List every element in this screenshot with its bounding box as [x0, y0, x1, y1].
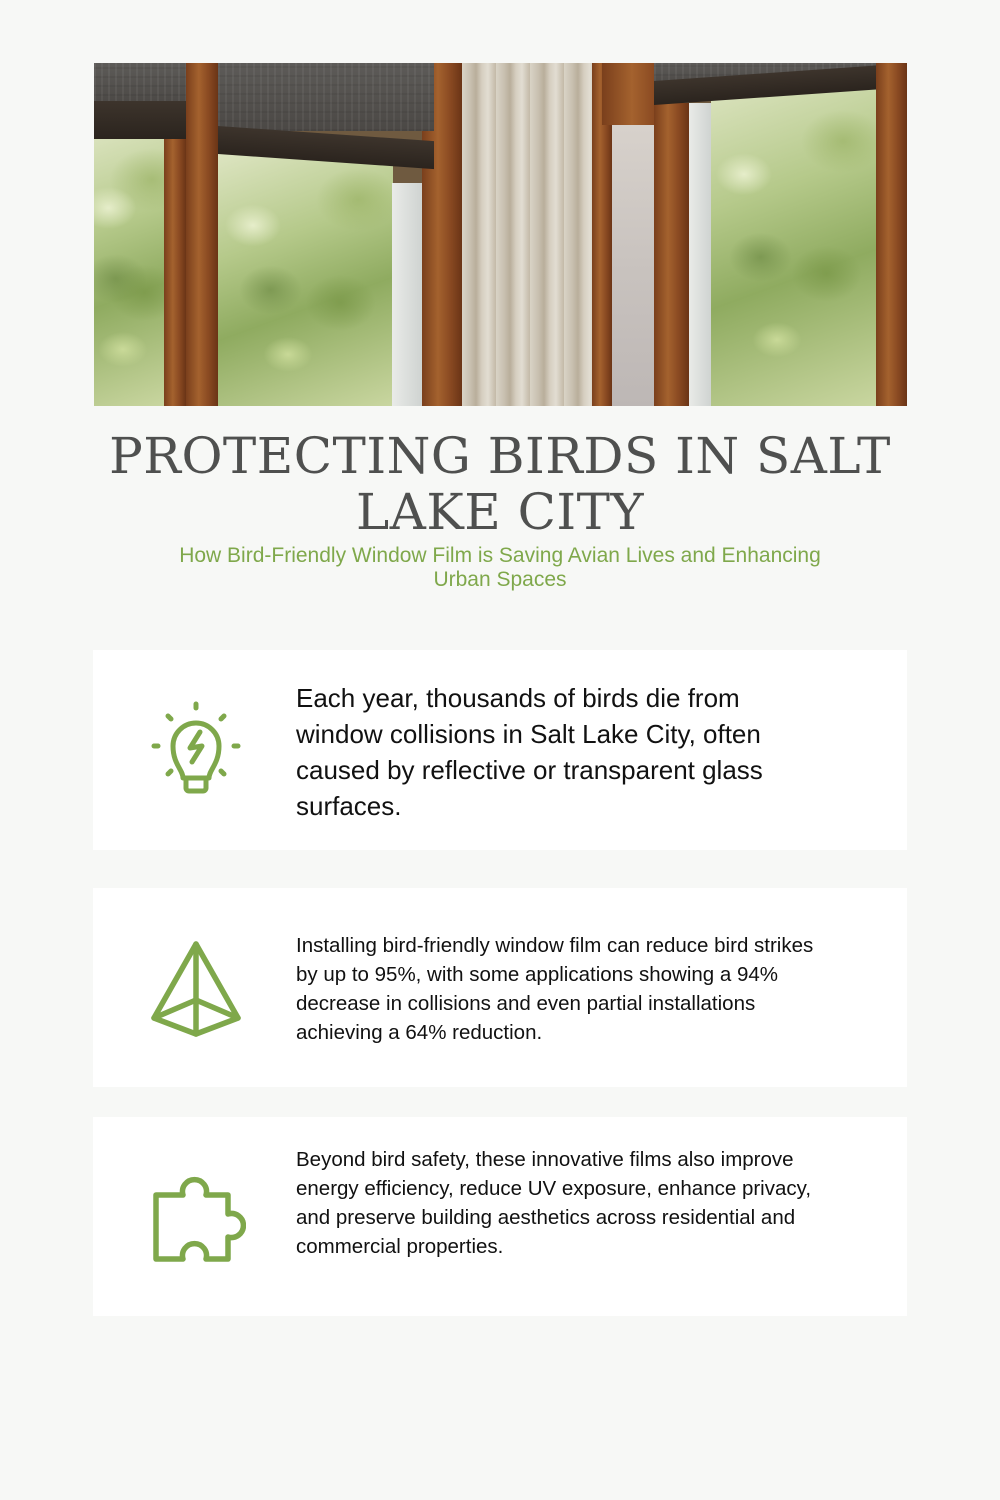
pyramid-icon: [146, 938, 246, 1038]
lightbulb-bolt-icon: [146, 700, 246, 800]
window-mullion: [186, 63, 218, 406]
page-title: PROTECTING BIRDS IN SALT LAKE CITY: [109, 427, 891, 541]
window-foliage-center-left: [218, 148, 393, 406]
window-frame-white: [392, 183, 422, 406]
card-text: Each year, thousands of birds die from window collisions in Salt Lake City, often caused by reflective or transparent glass surfaces.: [296, 683, 763, 821]
info-card-collisions: [93, 650, 907, 850]
card-text: Installing bird-friendly window film can reduce bird strikes by up to 95%, with some applications showing a 94% decrease in collisions and even partial installations achieving a 64% reduction.: [296, 934, 814, 1044]
puzzle-piece-icon: [146, 1169, 246, 1269]
info-card-additional-benefits: [93, 1117, 907, 1316]
roller-shade: [218, 63, 434, 131]
window-frame-white: [689, 103, 711, 406]
roller-shade: [94, 63, 186, 105]
card-text: Beyond bird safety, these innovative films also improve energy efficiency, reduce UV exposure, enhance privacy, and preserve building aesthetics across residential and commercial properties.: [296, 1148, 812, 1258]
window-mullion: [876, 63, 907, 406]
hero-photo: [94, 63, 907, 406]
curtain: [462, 63, 592, 406]
window-foliage-right: [711, 75, 876, 406]
roller-shade-bar: [94, 101, 186, 139]
window-mullion: [654, 103, 689, 406]
page-subtitle: How Bird-Friendly Window Film is Saving Avian Lives and Enhancing Urban Spaces: [179, 544, 821, 591]
info-card-reduction-stats: [93, 888, 907, 1087]
window-foliage-left: [94, 123, 166, 406]
